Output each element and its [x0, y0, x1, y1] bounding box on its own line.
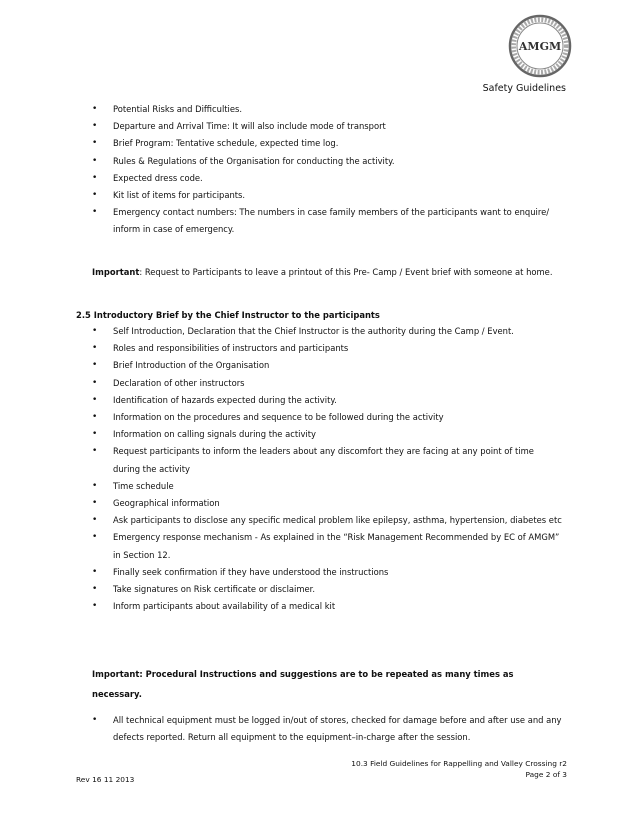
bullet-icon: • [92, 584, 98, 595]
introductory-brief-item [92, 340, 562, 357]
introductory-brief-item-text: Self Introduction, Declaration that the Chief Instructor is the authority during the Camp / Event. [113, 326, 514, 336]
bullet-icon: • [92, 412, 98, 423]
introductory-brief-item [92, 564, 562, 581]
bullet-icon: • [92, 207, 98, 218]
pre-camp-brief-item [92, 170, 562, 187]
bullet-icon: • [92, 190, 98, 201]
introductory-brief-item [92, 478, 562, 495]
footer-doc-info [351, 758, 567, 780]
introductory-brief-item-text: Information on calling signals during the activity [113, 429, 316, 440]
introductory-brief-item-text: Information on the procedures and sequence to be followed during the activity [113, 412, 444, 423]
introductory-brief-item-text: Roles and responsibilities of instructors and participants [113, 343, 349, 354]
introductory-brief-item-text: Time schedule [113, 480, 174, 491]
equipment-item [92, 712, 562, 746]
bullet-icon: • [92, 446, 98, 457]
introductory-brief-item-text: Identification of hazards expected during the activity. [113, 394, 337, 405]
pre-camp-brief-item-text: Potential Risks and Difficulties. [113, 104, 243, 114]
bullet-icon: • [92, 104, 98, 114]
pre-camp-brief-item-text: Departure and Arrival Time: It will also include mode of transport [113, 121, 386, 132]
introductory-brief-item-text: Emergency response mechanism - As explained in the “Risk Management Recommended by EC of AMGM” in Section 12. [113, 532, 560, 560]
introductory-brief-list [92, 323, 562, 615]
page-header-title: Safety Guidelines [482, 83, 566, 94]
bullet-icon: • [92, 360, 98, 371]
pre-camp-brief-item [92, 187, 562, 204]
introductory-brief-item [92, 409, 562, 426]
equipment-item-text: All technical equipment must be logged in/out of stores, checked for damage before and after use and any defects reported. Return all equipment to the equipment–in-charge after the session. [113, 715, 562, 743]
bullet-icon: • [92, 480, 98, 491]
pre-camp-brief-item-text: Kit list of items for participants. [113, 190, 246, 201]
important-note-text: : Request to Participants to leave a printout of this Pre- Camp / Event brief with someone at home. [139, 267, 553, 277]
bullet-icon: • [92, 532, 98, 543]
pre-camp-brief-list [92, 101, 562, 239]
pre-camp-brief-item-text: Expected dress code. [113, 172, 203, 183]
introductory-brief-item-text: Finally seek confirmation if they have understood the instructions [113, 566, 389, 577]
bullet-icon: • [92, 601, 98, 612]
pre-camp-brief-item [92, 204, 562, 238]
pre-camp-brief-item-text: Rules & Regulations of the Organisation for conducting the activity. [113, 155, 395, 166]
bullet-icon: • [92, 172, 98, 183]
bullet-icon: • [92, 715, 98, 725]
bullet-icon: • [92, 138, 98, 149]
introductory-brief-item-text: Geographical information [113, 498, 220, 509]
introductory-brief-item-text: Declaration of other instructors [113, 377, 245, 388]
introductory-brief-item [92, 357, 562, 374]
pre-camp-brief-item-text: Brief Program: Tentative schedule, expected time log. [113, 138, 339, 149]
footer-doc-title: 10.3 Field Guidelines for Rappelling and Valley Crossing r2 [351, 759, 567, 768]
footer-page-number: Page 2 of 3 [525, 770, 567, 779]
bullet-icon: • [92, 394, 98, 405]
pre-camp-brief-item [92, 153, 562, 170]
logo-text: AMGM [518, 40, 562, 53]
pre-camp-brief-item-text: Emergency contact numbers: The numbers in case family members of the participants want to enquire/ inform in case of emergency. [113, 207, 550, 235]
section-heading-2-5: 2.5 Introductory Brief by the Chief Instructor to the participants [76, 310, 380, 320]
introductory-brief-item [92, 426, 562, 443]
introductory-brief-item [92, 323, 562, 340]
bullet-icon: • [92, 498, 98, 509]
introductory-brief-item-text: Request participants to inform the leaders about any discomfort they are facing at any point of time during the activity [113, 446, 534, 474]
bullet-icon: • [92, 377, 98, 388]
introductory-brief-item-text: Inform participants about availability of a medical kit [113, 601, 336, 612]
introductory-brief-item-text: Brief Introduction of the Organisation [113, 360, 270, 371]
important-label: Important [92, 267, 140, 277]
bullet-icon: • [92, 155, 98, 166]
important-note-procedural [92, 664, 562, 704]
bullet-icon: • [92, 429, 98, 440]
bullet-icon: • [92, 343, 98, 354]
equipment-list [92, 712, 562, 746]
footer-revision: Rev 16 11 2013 [76, 775, 135, 784]
bullet-icon: • [92, 566, 98, 577]
introductory-brief-item [92, 598, 562, 615]
important-note-printout [92, 262, 562, 282]
introductory-brief-item [92, 392, 562, 409]
introductory-brief-item-text: Ask participants to disclose any specific medical problem like epilepsy, asthma, hypertension, diabetes etc [113, 515, 562, 526]
bullet-icon: • [92, 515, 98, 526]
pre-camp-brief-item [92, 135, 562, 152]
pre-camp-brief-item [92, 101, 562, 118]
introductory-brief-item [92, 495, 562, 512]
bullet-icon: • [92, 121, 98, 132]
introductory-brief-item [92, 443, 562, 477]
pre-camp-brief-item [92, 118, 562, 135]
organisation-logo [508, 14, 572, 78]
bullet-icon: • [92, 326, 98, 336]
introductory-brief-item-text: Take signatures on Risk certificate or disclaimer. [113, 584, 316, 595]
introductory-brief-item [92, 581, 562, 598]
introductory-brief-item [92, 529, 562, 563]
important-procedural-text: Important: Procedural Instructions and suggestions are to be repeated as many times as necessary. [92, 669, 514, 699]
introductory-brief-item [92, 512, 562, 529]
introductory-brief-item [92, 375, 562, 392]
